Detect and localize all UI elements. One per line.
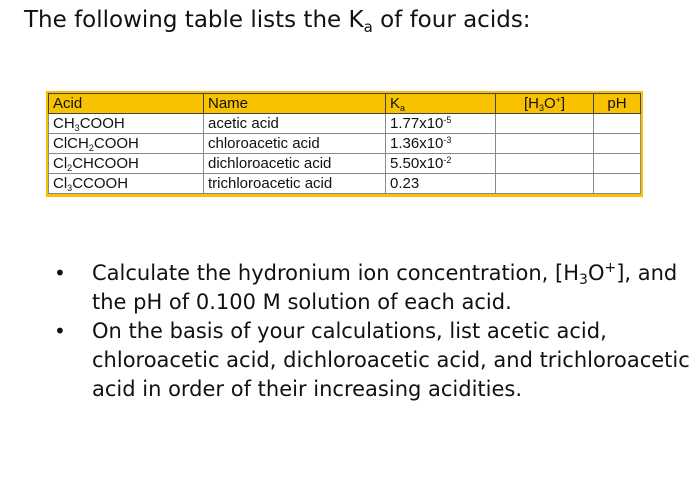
cell-h3o [496, 114, 594, 134]
formula-subscript: 3 [67, 183, 73, 193]
ka-base: 1.36x10 [390, 135, 444, 152]
formula-part: ClCH [53, 135, 89, 152]
cell-ka [386, 154, 496, 174]
cell-name: chloroacetic acid [204, 134, 386, 154]
header-h3o-pre: [H [523, 95, 539, 112]
cell-name: trichloroacetic acid [204, 174, 386, 194]
formula-subscript: 2 [67, 163, 73, 173]
header-h3o-mid: O [543, 95, 556, 112]
cell-ph [594, 154, 641, 174]
intro-text-before: The following table lists the K [24, 7, 364, 33]
cell-formula [49, 114, 204, 134]
bullet-icon: • [54, 261, 66, 285]
question-1-text-end: ], and the pH of 0.100 M solution of each acid. [92, 261, 678, 314]
cell-formula [49, 174, 204, 194]
ka-exponent: -5 [443, 115, 452, 125]
cell-name: dichloroacetic acid [204, 154, 386, 174]
list-item [52, 259, 692, 317]
cell-ph [594, 134, 641, 154]
ka-base: 5.50x10 [390, 155, 444, 172]
header-name: Name [204, 94, 386, 114]
formula-part: COOH [79, 115, 125, 132]
formula-part: Cl [53, 175, 68, 192]
intro-sentence [24, 4, 531, 36]
formula-subscript: 2 [88, 143, 94, 153]
header-ka-sub: a [400, 103, 406, 113]
cell-ph [594, 174, 641, 194]
table-row [49, 174, 641, 194]
table-header-row [49, 94, 641, 114]
ka-subscript: a [363, 18, 373, 36]
cell-h3o [496, 154, 594, 174]
cell-formula [49, 154, 204, 174]
formula-part: CCOOH [72, 175, 129, 192]
cell-ph [594, 114, 641, 134]
ka-exponent: -2 [443, 155, 452, 165]
question-list [52, 259, 692, 404]
ka-exponent: -3 [443, 135, 452, 145]
ka-base: 1.77x10 [390, 115, 444, 132]
formula-part: Cl [53, 155, 68, 172]
formula-part: CHCOOH [72, 155, 139, 172]
list-item [52, 317, 692, 404]
acid-table-frame [46, 91, 643, 197]
header-ka-main: K [390, 95, 401, 112]
header-h3o-post: ] [560, 95, 566, 112]
header-h3o-sub: 3 [538, 103, 544, 113]
cell-ka [386, 174, 496, 194]
question-2-text: On the basis of your calculations, list acetic acid, chloroacetic acid, dichloroacetic acid, and trichloroacetic acid in order of their increasing acidities. [92, 319, 690, 401]
cell-name: acetic acid [204, 114, 386, 134]
formula-part: COOH [93, 135, 139, 152]
header-ka [386, 94, 496, 114]
table-row [49, 154, 641, 174]
header-ph: pH [594, 94, 641, 114]
formula-part: CH [53, 115, 75, 132]
intro-text-after: of four acids: [372, 7, 531, 33]
question-1-text-mid: O [587, 261, 605, 285]
question-1-superscript: + [604, 260, 617, 276]
header-h3o-sup: + [555, 95, 561, 105]
cell-formula [49, 134, 204, 154]
bullet-icon: • [54, 319, 66, 343]
table-row [49, 114, 641, 134]
cell-h3o [496, 134, 594, 154]
question-1-subscript: 3 [579, 272, 588, 288]
table-row [49, 134, 641, 154]
formula-subscript: 3 [74, 123, 80, 133]
cell-h3o [496, 174, 594, 194]
header-acid: Acid [49, 94, 204, 114]
ka-base: 0.23 [390, 175, 420, 192]
acid-table [48, 93, 641, 194]
cell-ka [386, 134, 496, 154]
cell-ka [386, 114, 496, 134]
header-h3o [496, 94, 594, 114]
question-1-text: Calculate the hydronium ion concentration, [H [92, 261, 580, 285]
